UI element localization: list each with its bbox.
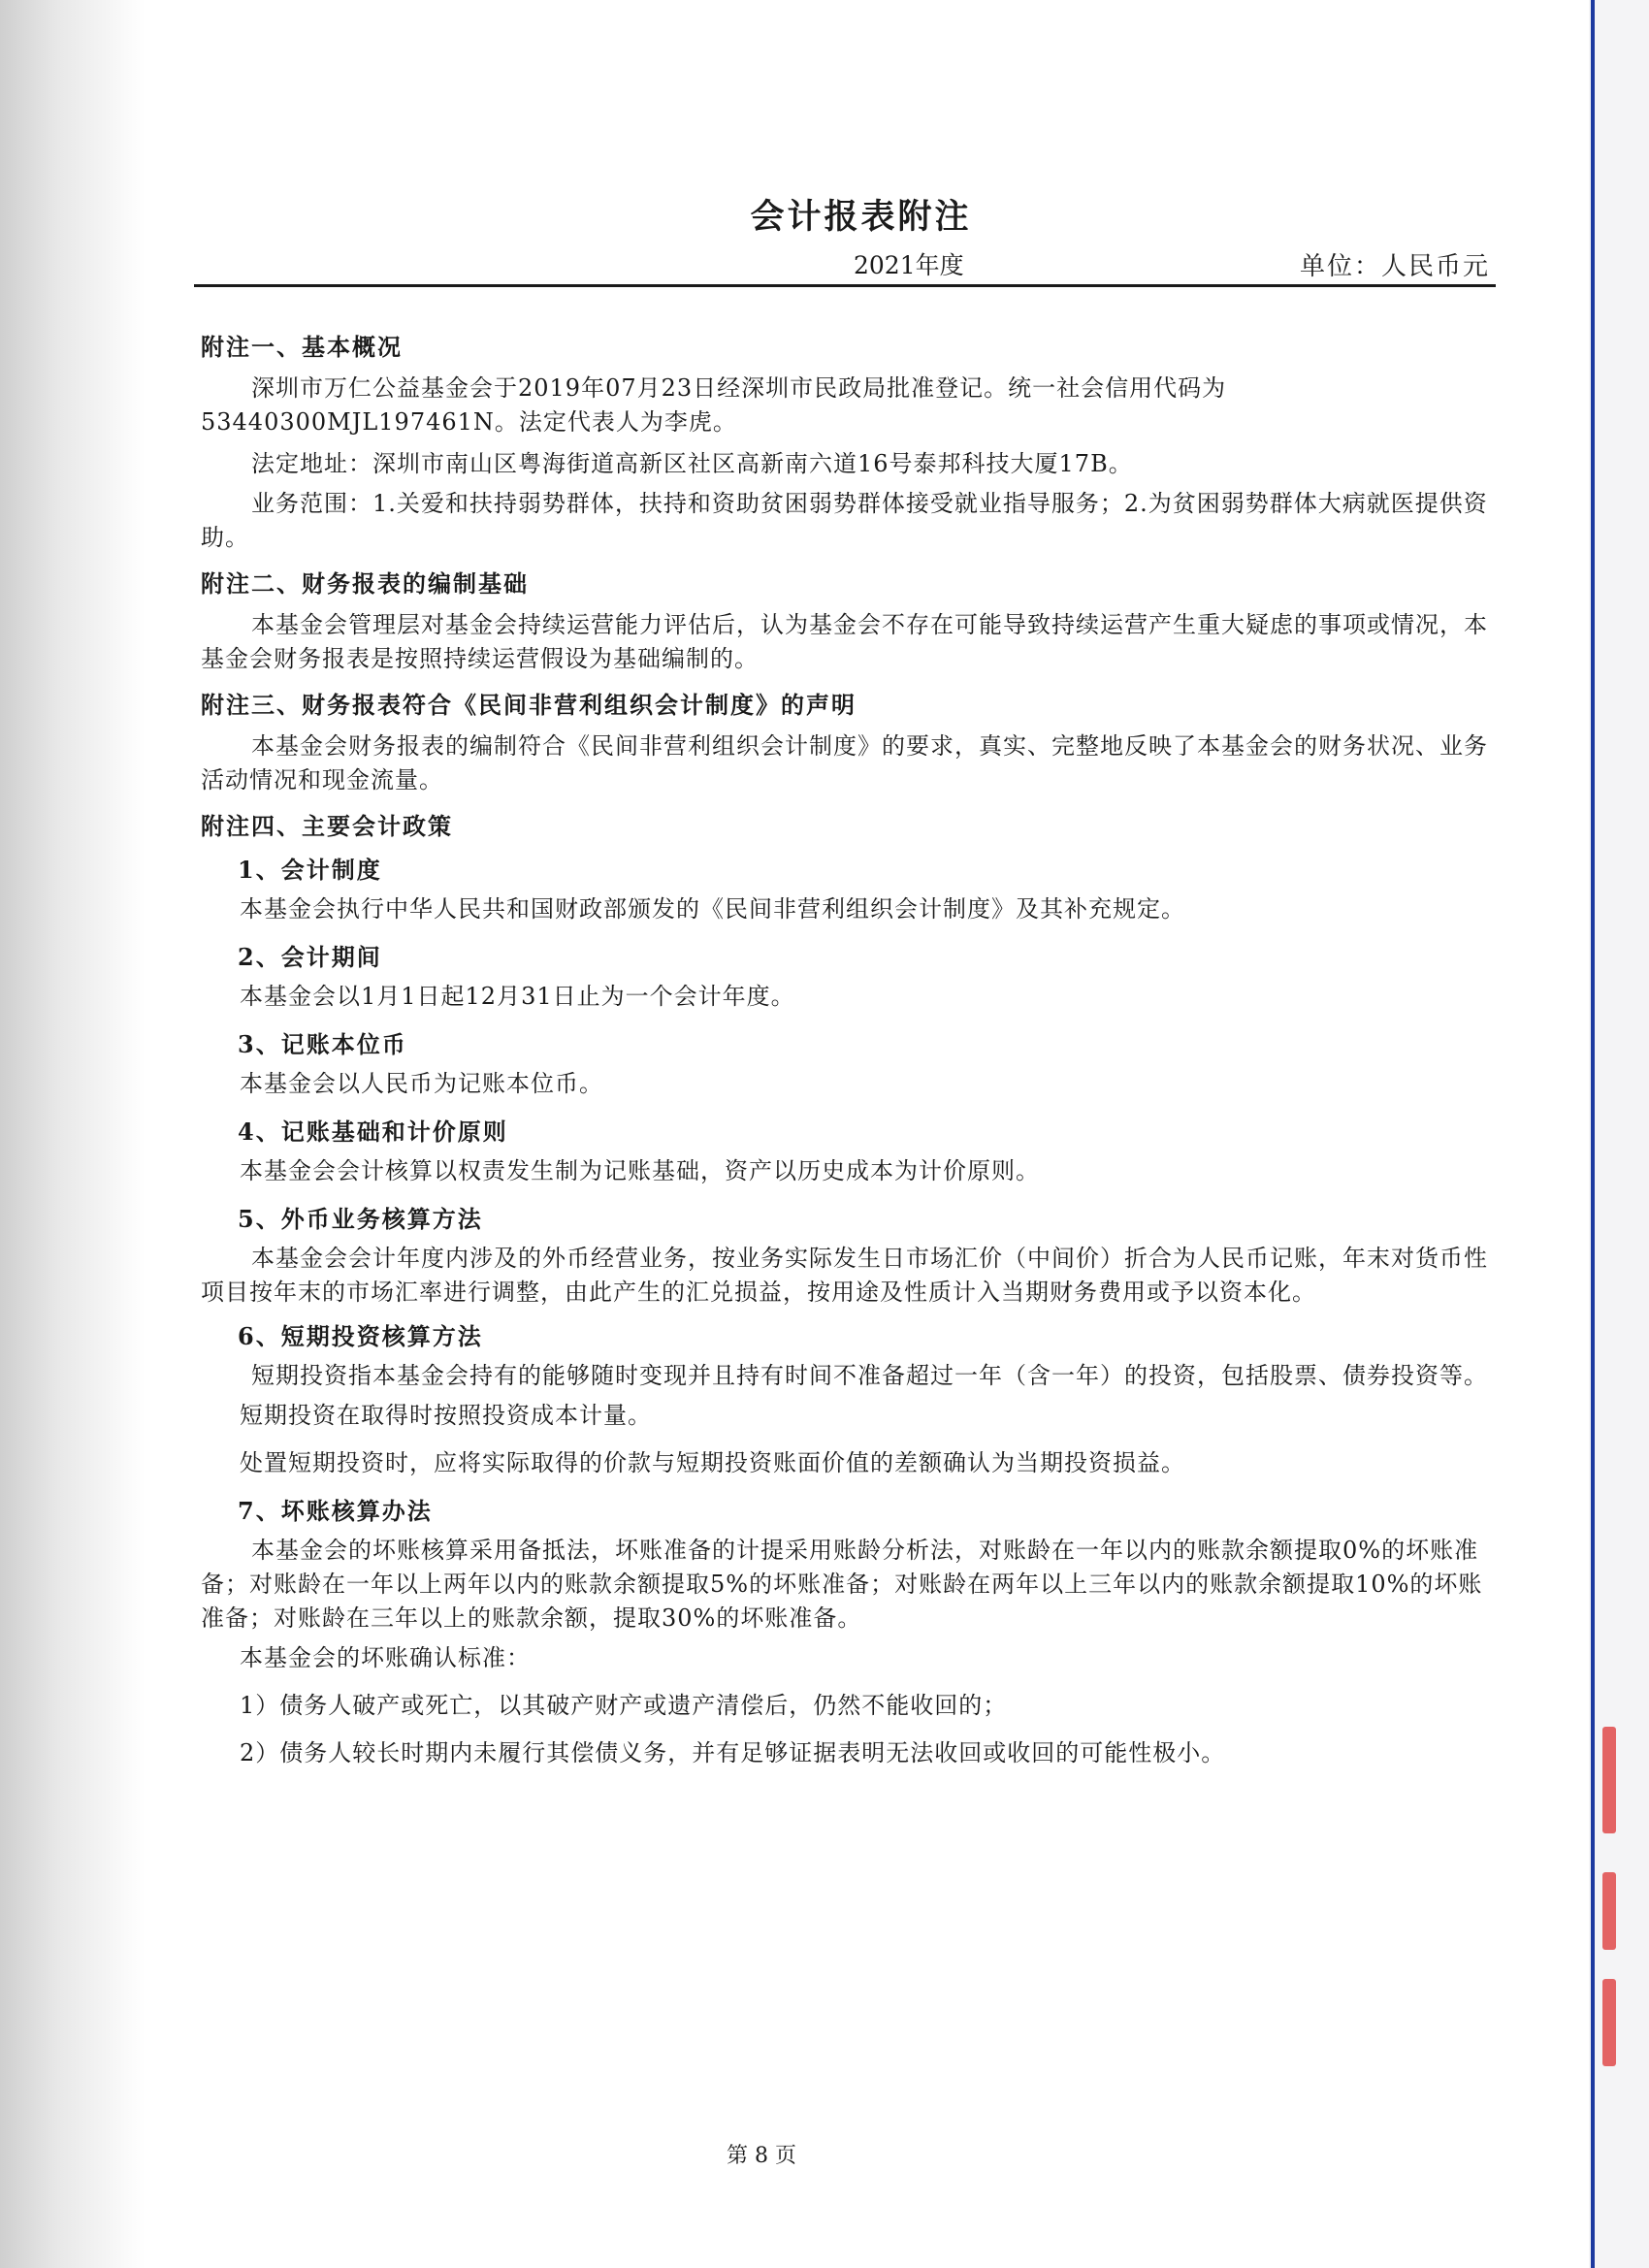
page-number: 第 8 页: [727, 2144, 796, 2168]
list-item: 1）债务人破产或死亡，以其破产财产或遗产清偿后，仍然不能收回的；: [240, 1692, 1008, 1719]
paragraph: 本基金会财务报表的编制符合《民间非营利组织会计制度》的要求，真实、完整地反映了本基金会的财务状况、业务活动情况和现金流量。: [201, 732, 1488, 794]
seal-stamp-fragment: [1602, 1979, 1616, 2066]
list-item: 2）债务人较长时期内未履行其偿债义务，并有足够证据表明无法收回或收回的可能性极小。: [240, 1739, 1226, 1766]
seal-stamp-fragment: [1602, 1872, 1616, 1950]
section-heading: 附注二、财务报表的编制基础: [201, 569, 529, 598]
subsection-heading: 6、短期投资核算方法: [238, 1322, 483, 1350]
subsection-heading: 7、坏账核算办法: [238, 1497, 433, 1525]
paragraph: 深圳市万仁公益基金会于2019年07月23日经深圳市民政局批准登记。统一社会信用代码为53440300MJL197461N。法定代表人为李虎。: [201, 374, 1227, 436]
scan-edge-right: [1589, 0, 1649, 2268]
subsection-heading: 2、会计期间: [238, 943, 382, 971]
subsection-heading: 3、记账本位币: [238, 1030, 407, 1058]
paragraph: 本基金会的坏账确认标准：: [240, 1644, 531, 1671]
subsection-heading: 5、外币业务核算方法: [238, 1205, 483, 1233]
paragraph: 短期投资在取得时按照投资成本计量。: [240, 1402, 652, 1429]
paragraph: 本基金会的坏账核算采用备抵法，坏账准备的计提采用账龄分析法，对账龄在一年以内的账款余额提取0%的坏账准备；对账龄在一年以上两年以内的账款余额提取5%的坏账准备；对账龄在两年以上三年以内的账款余额提取10%的坏账准备；对账龄在三年以上的账款余额，提取30%的坏账准备。: [201, 1537, 1483, 1632]
paragraph: 短期投资指本基金会持有的能够随时变现并且持有时间不准备超过一年（含一年）的投资，包括股票、债券投资等。: [251, 1362, 1488, 1389]
report-year: 2021年度: [854, 251, 964, 279]
section-heading: 附注一、基本概况: [201, 333, 403, 361]
notes-body: [201, 330, 1491, 1784]
section-heading: 附注四、主要会计政策: [201, 812, 453, 840]
subsection-heading: 1、会计制度: [238, 856, 382, 884]
paragraph: 本基金会会计年度内涉及的外币经营业务，按业务实际发生日市场汇价（中间价）折合为人民币记账，年末对货币性项目按年末的市场汇率进行调整，由此产生的汇兑损益，按用途及性质计入当期财务费用或予以资本化。: [201, 1245, 1488, 1306]
paragraph: 法定地址：深圳市南山区粤海街道高新区社区高新南六道16号泰邦科技大厦17B。: [251, 450, 1133, 477]
section-heading: 附注三、财务报表符合《民间非营利组织会计制度》的声明: [201, 691, 857, 719]
paragraph: 本基金会以1月1日起12月31日止为一个会计年度。: [240, 983, 795, 1010]
page-title: 会计报表附注: [750, 197, 972, 237]
paragraph: 业务范围：1.关爱和扶持弱势群体，扶持和资助贫困弱势群体接受就业指导服务；2.为贫困弱势群体大病就医提供资助。: [201, 490, 1488, 551]
header-divider: [194, 284, 1496, 287]
subsection-heading: 4、记账基础和计价原则: [238, 1118, 508, 1146]
paragraph: 本基金会会计核算以权责发生制为记账基础，资产以历史成本为计价原则。: [240, 1157, 1040, 1184]
paragraph: 本基金会执行中华人民共和国财政部颁发的《民间非营利组织会计制度》及其补充规定。: [240, 895, 1185, 923]
currency-unit: 单位：人民币元: [1300, 252, 1491, 281]
paragraph: 本基金会管理层对基金会持续运营能力评估后，认为基金会不存在可能导致持续运营产生重大疑虑的事项或情况，本基金会财务报表是按照持续运营假设为基础编制的。: [201, 611, 1488, 672]
paragraph: 处置短期投资时，应将实际取得的价款与短期投资账面价值的差额确认为当期投资损益。: [240, 1449, 1185, 1476]
seal-stamp-fragment: [1602, 1727, 1616, 1833]
scan-shadow-left: [0, 0, 146, 2268]
page-number-footer: [0, 2139, 1649, 2169]
scan-binding-line: [1591, 0, 1595, 2268]
paragraph: 本基金会以人民币为记账本位币。: [240, 1070, 603, 1097]
